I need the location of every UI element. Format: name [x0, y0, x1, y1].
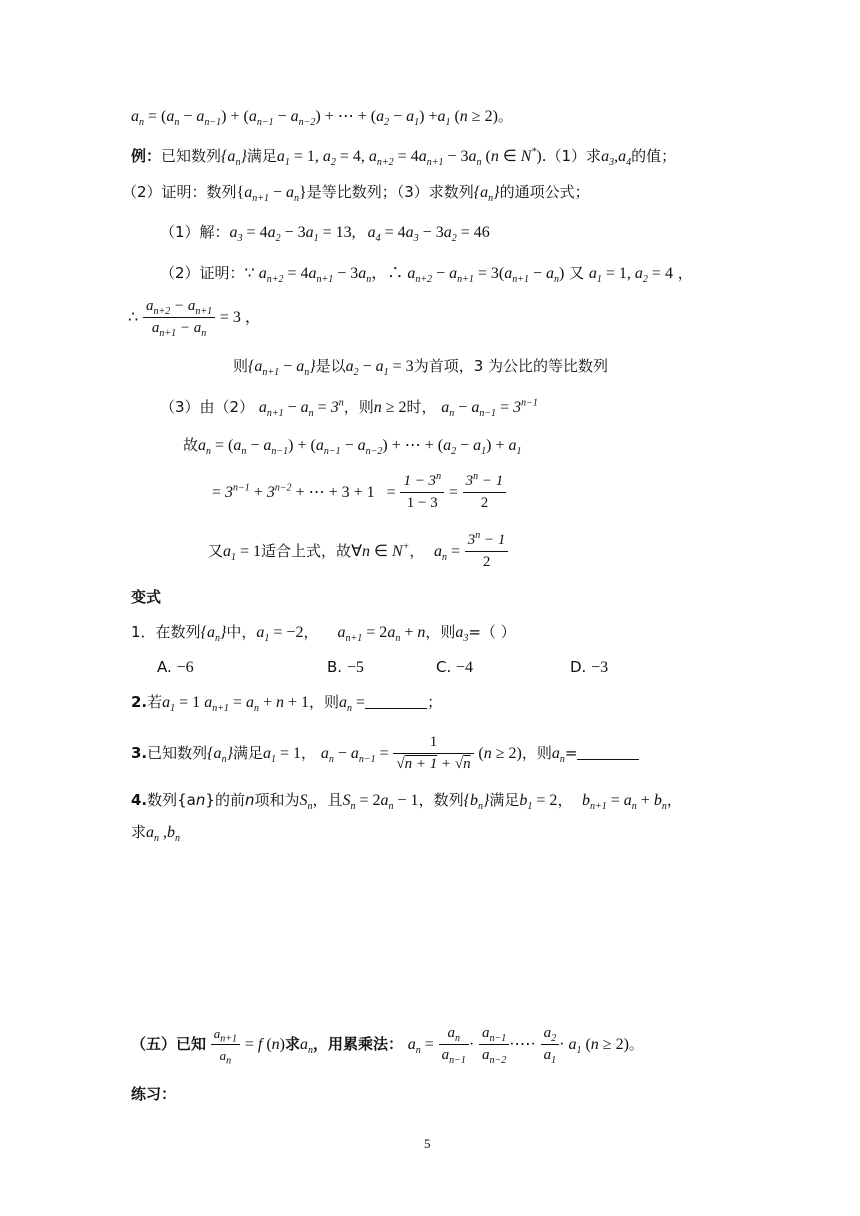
practice-heading: 练习：: [131, 1085, 177, 1103]
option-c[interactable]: C. −4: [436, 658, 474, 676]
solution-3-sum: 故$a_n = (a_n - a_{n-1}) + (a_{n-1} - a_{n-2})$ + ⋯ + $(a_2 - a_1) + a_1$: [183, 436, 522, 458]
solution-2-conclusion: 则$\{a_{n+1} - a_n\}$是以$a_2 - a_1 = 3$为首项，3 为公比的等比数列: [233, 357, 609, 379]
option-a[interactable]: A. −6: [157, 658, 194, 676]
page-number: 5: [424, 1136, 431, 1151]
product-fraction-1: $\frac{a_n}{a_{n-1}}$: [439, 1025, 469, 1064]
general-term-fraction: $\frac{3^n - 1}{2}$: [465, 532, 509, 571]
solution-2-ratio: ∴ $\frac{a_{n+2} - a_{n+1}}{a_{n+1} - a_n}$ = 3 ，: [128, 298, 261, 339]
formula-line-1: $a_n = (a_n - a_{n-1}) + (a_{n-1} - a_{n-2})$ + ⋯ + $(a_2 - a_1) +a_1$ (n ≥ 2)。: [131, 107, 513, 129]
solution-3-geometric: = $3^{n-1} + 3^{n-2}$ + ⋯ + 3 + 1 = $\frac{1 - 3^n}{1 - 3}$ = $\frac{3^n - 1}{2}$: [212, 473, 506, 512]
solution-1: （1）解：$a_3 = 4a_2 - 3a_1 = 13$, $a_4 = 4a_3 - 3a_2 = 46$: [160, 223, 490, 245]
solution-2: （2）证明：∵ $a_{n+2} = 4a_{n+1} - 3a_n$，∴ $a_{n+2} - a_{n+1} = 3(a_{n+1} - a_n)$ 又 $a_1 = 1$, $a_2 = 4$ ，: [160, 264, 693, 286]
product-fraction-3: $\frac{a_2}{a_1}$: [541, 1025, 560, 1064]
question-4: 4.数列{an}的前n项和为$S_n$，且$S_n = 2a_n - 1$，数列$\{b_n\}$满足$b_1 = 2$， $b_{n+1} = a_n + b_n$，: [131, 791, 682, 813]
variant-title: 变式: [131, 588, 162, 606]
question-1: 1．在数列$\{a_n\}$中，$a_1 = -2$， $a_{n+1} = 2a_n + n$，则$a_3=$（ ）: [131, 623, 516, 645]
example-line-2: （2）证明：数列$\{a_{n+1} - a_n\}$是等比数列；（3）求数列$\{a_n\}$的通项公式；: [122, 183, 590, 205]
sum-fraction-1: $\frac{1 - 3^n}{1 - 3}$: [400, 473, 444, 512]
question-4-line-2: 求$a_n$ $,b_n$: [131, 823, 181, 845]
question-2: 2.若$a_1 = 1$ $a_{n+1} = a_n + n + 1$，则$a_n$ = ；: [131, 693, 443, 715]
section5-ratio: $\frac{a_{n+1}}{a_n}$: [211, 1025, 240, 1064]
solution-3: （3）由（2） $a_{n+1} - a_n = 3^n$，则n ≥ 2时， $a_n - a_{n-1} = 3^{n-1}$: [160, 397, 538, 420]
question-3: 3.已知数列$\{a_n\}$满足$a_1 = 1$， $a_n - a_{n-1}$ = $\frac{1}{√n + 1 + √n}$ (n ≥ 2)，则$a_n=$: [131, 734, 639, 773]
ratio-fraction: $\frac{a_{n+2} - a_{n+1}}{a_{n+1} - a_n}$: [143, 298, 215, 337]
example-label: 例：: [131, 147, 162, 165]
answer-blank-3[interactable]: [577, 745, 639, 760]
product-fraction-2: $\frac{a_{n-1}}{a_{n-2}}$: [479, 1025, 509, 1064]
answer-blank-2[interactable]: [365, 694, 427, 709]
sum-fraction-2: $\frac{3^n - 1}{2}$: [463, 473, 507, 512]
solution-3-final: 又$a_1 = 1$适合上式，故∀n ∈ N+， $a_n$ = $\frac{3^n - 1}{2}$: [208, 532, 508, 571]
q3-fraction: $\frac{1}{√n + 1 + √n}$: [393, 734, 473, 773]
option-d[interactable]: D. −3: [570, 658, 609, 676]
section-5: （五）已知 $\frac{a_{n+1}}{a_n}$ = f (n)求$a_n$，用累乘法： $a_n$ = $\frac{a_n}{a_{n-1}}$ · $\frac{a_{n-1}}{a_{n-2}}$ ·⋯· $\frac{a_2}{a_1}$ · $a_1$ (n ≥ 2)。: [131, 1025, 644, 1067]
example-line-1: 例：已知数列$\{a_n\}$满足$a_1 = 1$, $a_2 = 4$, $a_{n+2} = 4a_{n+1} - 3a_n$ (n ∈ N*).（1）求$a_3,a_4$的值；: [131, 146, 677, 169]
option-b[interactable]: B. −5: [327, 658, 364, 676]
